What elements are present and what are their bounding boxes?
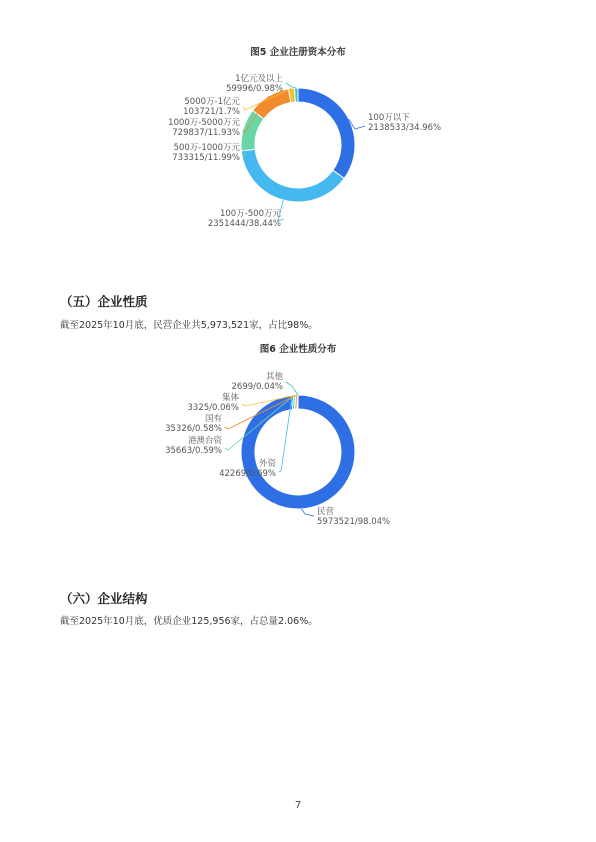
capital-label-value-0: 2138533/34.96% <box>368 123 442 133</box>
fig5-title: 图5 企业注册资本分布 <box>250 47 346 58</box>
section6-heading: （六）企业结构 <box>60 591 148 606</box>
capital-label-name-4: 5000万-1亿元 <box>184 97 240 107</box>
capital-label-name-5: 1亿元及以上 <box>235 74 283 84</box>
page-number: 7 <box>294 800 302 811</box>
ownership-label-value-0: 5973521/98.04% <box>317 517 391 527</box>
capital-label-name-1: 100万-500万元 <box>219 209 281 219</box>
ownership-label-name-5: 其他 <box>265 372 283 382</box>
ownership-donut-chart <box>0 364 596 544</box>
ownership-label-value-4: 3325/0.06% <box>187 403 239 413</box>
ownership-slice-0 <box>241 395 355 509</box>
capital-label-value-2: 733315/11.99% <box>172 153 240 163</box>
capital-label-name-0: 100万以下 <box>368 113 410 123</box>
section6-text: 截至2025年10月底，优质企业125,956家，占总量2.06%。 <box>60 616 318 627</box>
ownership-label-name-3: 国有 <box>204 414 222 424</box>
capital-label-value-4: 103721/1.7% <box>183 107 240 117</box>
capital-slice-0 <box>298 88 355 178</box>
capital-slice-5 <box>294 88 298 102</box>
capital-label-value-5: 59996/0.98% <box>226 84 283 94</box>
capital-leader-line-5 <box>286 83 296 88</box>
section5-heading: （五）企业性质 <box>60 294 148 309</box>
ownership-label-name-0: 民营 <box>317 507 335 517</box>
ownership-label-value-2: 35663/0.59% <box>165 446 222 456</box>
capital-label-value-1: 2351444/38.44% <box>207 219 281 229</box>
capital-label-name-2: 500万-1000万元 <box>173 143 240 153</box>
ownership-leader-line-5 <box>286 382 298 395</box>
section5-text: 截至2025年10月底，民营企业共5,973,521家，占比98%。 <box>60 320 318 331</box>
fig6-title: 图6 企业性质分布 <box>259 344 337 355</box>
ownership-label-name-4: 集体 <box>221 393 239 403</box>
capital-slice-1 <box>241 149 344 202</box>
ownership-label-name-1: 外资 <box>258 459 276 469</box>
ownership-label-name-2: 港澳台资 <box>187 436 222 446</box>
capital-label-name-3: 1000万-5000万元 <box>168 118 240 128</box>
ownership-label-value-3: 35326/0.58% <box>165 424 222 434</box>
ownership-label-value-5: 2699/0.04% <box>231 382 283 392</box>
registered-capital-donut-chart <box>0 70 596 250</box>
capital-label-value-3: 729837/11.93% <box>172 128 240 138</box>
ownership-leader-line-0 <box>302 509 314 516</box>
ownership-label-value-1: 42269/0.69% <box>219 469 276 479</box>
